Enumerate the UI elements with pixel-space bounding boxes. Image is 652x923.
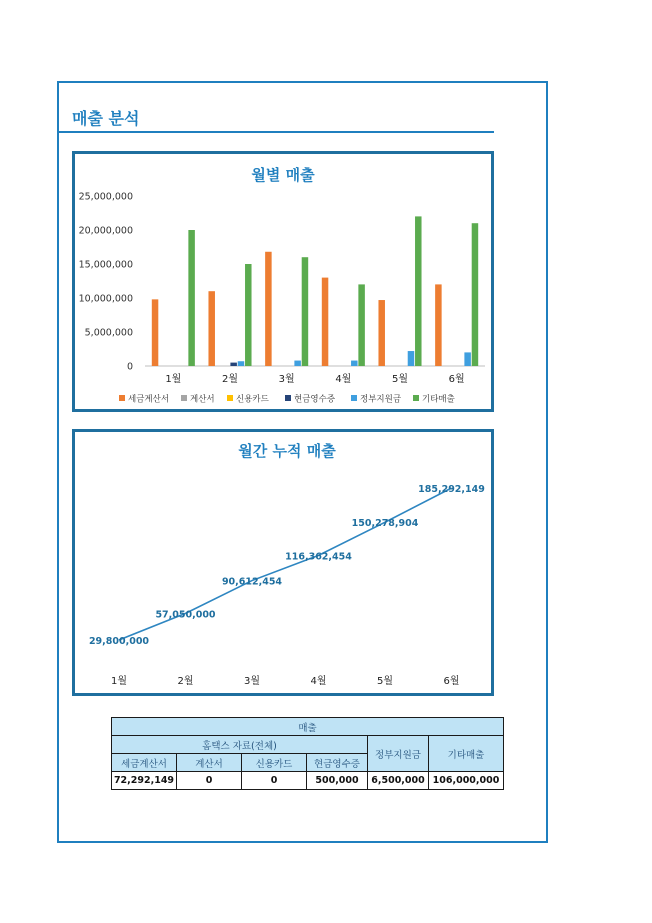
table-subheader-cash-receipt: 현금영수증 [307,754,368,772]
y-tick-label: 0 [126,361,133,373]
sales-summary-table [111,717,504,790]
bar [152,299,159,366]
cumulative-sales-chart [75,432,491,693]
table-subheader-tax-invoice: 세금계산서 [112,754,177,772]
chart-title: 월별 매출 [251,166,315,184]
legend-swatch [227,395,233,401]
x-tick-label: 4월 [310,676,327,687]
table-header-hometax: 홈택스 자료(전체) [112,736,368,754]
bar [188,230,195,366]
x-tick-label: 3월 [243,676,261,687]
legend-label: 세금계산서 [128,394,170,405]
table-cell-tax-invoice: 72,292,149 [112,772,177,790]
legend-swatch [413,395,419,401]
bar [302,257,309,366]
bar [358,284,365,366]
legend-label: 신용카드 [236,394,269,405]
x-tick-label: 2월 [177,676,194,687]
table-cell-gov-support: 6,500,000 [368,772,429,790]
x-tick-label: 4월 [335,374,352,385]
table-cell-other-sales: 106,000,000 [429,772,504,790]
legend-label: 계산서 [190,394,215,405]
legend-swatch [285,395,291,401]
x-tick-label: 1월 [165,374,182,385]
bar [208,291,215,366]
x-tick-label: 5월 [376,676,394,687]
x-tick-label: 6월 [448,374,465,385]
data-label: 150,278,904 [351,518,419,530]
bar [408,351,415,366]
x-tick-label: 5월 [391,374,409,385]
table-cell-invoice: 0 [177,772,242,790]
bar [238,361,245,366]
monthly-sales-chart-panel [72,151,494,412]
bar [472,223,479,366]
y-tick-label: 5,000,000 [84,327,133,339]
legend-label: 기타매출 [422,394,455,405]
legend-swatch [351,395,357,401]
table-subheader-credit-card: 신용카드 [242,754,307,772]
chart-title: 월간 누적 매출 [238,442,336,460]
data-label: 57,050,000 [155,609,216,621]
bar [351,361,358,366]
data-label: 29,800,000 [88,636,150,647]
x-tick-label: 1월 [110,676,128,687]
table-cell-credit-card: 0 [242,772,307,790]
legend-label: 현금영수증 [294,394,336,405]
monthly-sales-chart [75,154,491,409]
table-subheader-invoice: 계산서 [177,754,242,772]
cumulative-sales-chart-panel [72,429,494,696]
bar [322,278,329,366]
y-tick-label: 25,000,000 [78,191,133,203]
data-label: 185,292,149 [418,484,485,495]
legend-swatch [181,395,187,401]
x-tick-label: 6월 [443,676,460,687]
y-tick-label: 15,000,000 [78,259,133,271]
bar [464,352,471,366]
table-header-other-sales: 기타매출 [429,736,504,772]
data-label: 90,612,454 [221,576,283,588]
data-label: 116,362,454 [285,551,352,563]
section-title: 매출 분석 [72,109,140,128]
y-tick-label: 10,000,000 [78,293,133,305]
bar [378,300,385,366]
bar [415,216,422,366]
bar [245,264,252,366]
bar [230,363,237,366]
legend-swatch [119,395,125,401]
y-tick-label: 20,000,000 [78,225,133,237]
table-cell-cash-receipt: 500,000 [307,772,368,790]
x-tick-label: 2월 [221,374,239,385]
bar [265,252,272,366]
bar [294,361,301,366]
bar [435,284,442,366]
table-header-sales: 매출 [112,718,504,736]
table-header-gov-support: 정부지원금 [368,736,429,772]
x-tick-label: 3월 [278,374,295,385]
legend-label: 정부지원금 [360,394,402,405]
section-divider [57,131,494,133]
